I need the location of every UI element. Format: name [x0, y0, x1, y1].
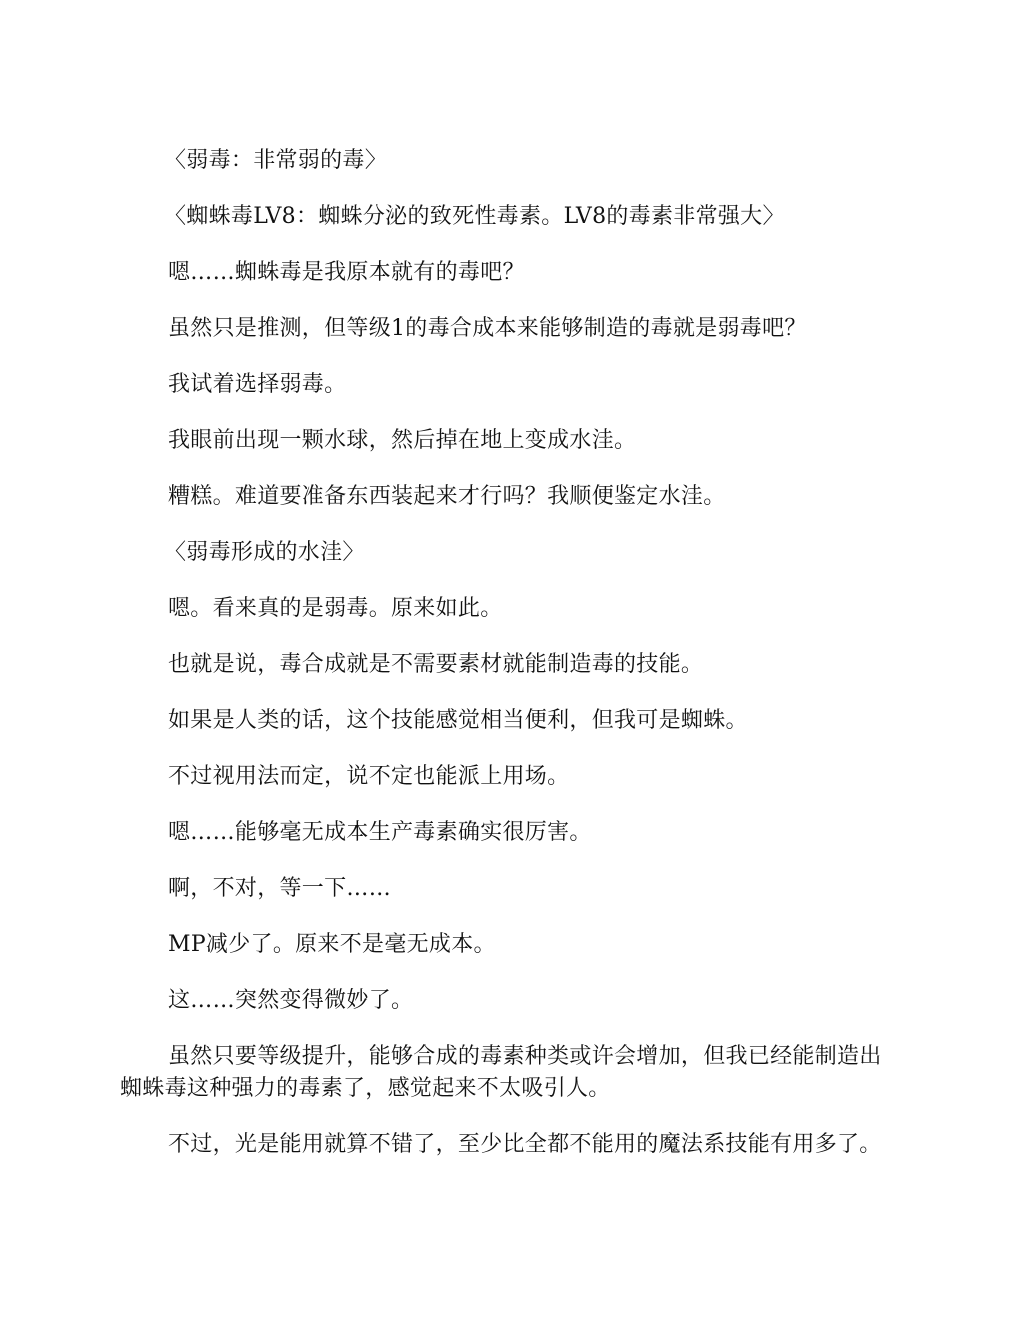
paragraph-15: MP减少了。原来不是毫无成本。: [168, 932, 496, 957]
paragraph-14: 啊，不对，等一下……: [168, 876, 392, 901]
paragraph-11: 如果是人类的话，这个技能感觉相当便利，但我可是蜘蛛。: [168, 708, 748, 733]
paragraph-17: 虽然只要等级提升，能够合成的毒素种类或许会增加，但我已经能制造出蜘蛛毒这种强力的毒素了，感觉起来不太吸引人。: [120, 1044, 882, 1101]
paragraph-9: 嗯。看来真的是弱毒。原来如此。: [168, 596, 503, 621]
paragraph-18: 不过，光是能用就算不错了，至少比全都不能用的魔法系技能有用多了。: [168, 1132, 882, 1157]
paragraph-4: 虽然只是推测，但等级1的毒合成本来能够制造的毒就是弱毒吧？: [168, 316, 807, 341]
paragraph-8: 〈弱毒形成的水洼〉: [164, 540, 365, 565]
paragraph-13: 嗯……能够毫无成本生产毒素确实很厉害。: [168, 820, 592, 845]
paragraph-1: 〈弱毒：非常弱的毒〉: [164, 148, 388, 173]
paragraph-6: 我眼前出现一颗水球，然后掉在地上变成水洼。: [168, 428, 637, 453]
paragraph-10: 也就是说，毒合成就是不需要素材就能制造毒的技能。: [168, 652, 704, 677]
paragraph-3: 嗯……蜘蛛毒是我原本就有的毒吧？: [168, 260, 525, 285]
paragraph-16: 这……突然变得微妙了。: [168, 988, 414, 1013]
document-page: [120, 145, 900, 1185]
paragraph-12: 不过视用法而定，说不定也能派上用场。: [168, 764, 570, 789]
paragraph-5: 我试着选择弱毒。: [168, 372, 347, 397]
paragraph-7: 糟糕。难道要准备东西装起来才行吗？我顺便鉴定水洼。: [168, 484, 726, 509]
paragraph-2: 〈蜘蛛毒LV8：蜘蛛分泌的致死性毒素。LV8的毒素非常强大〉: [164, 204, 785, 229]
